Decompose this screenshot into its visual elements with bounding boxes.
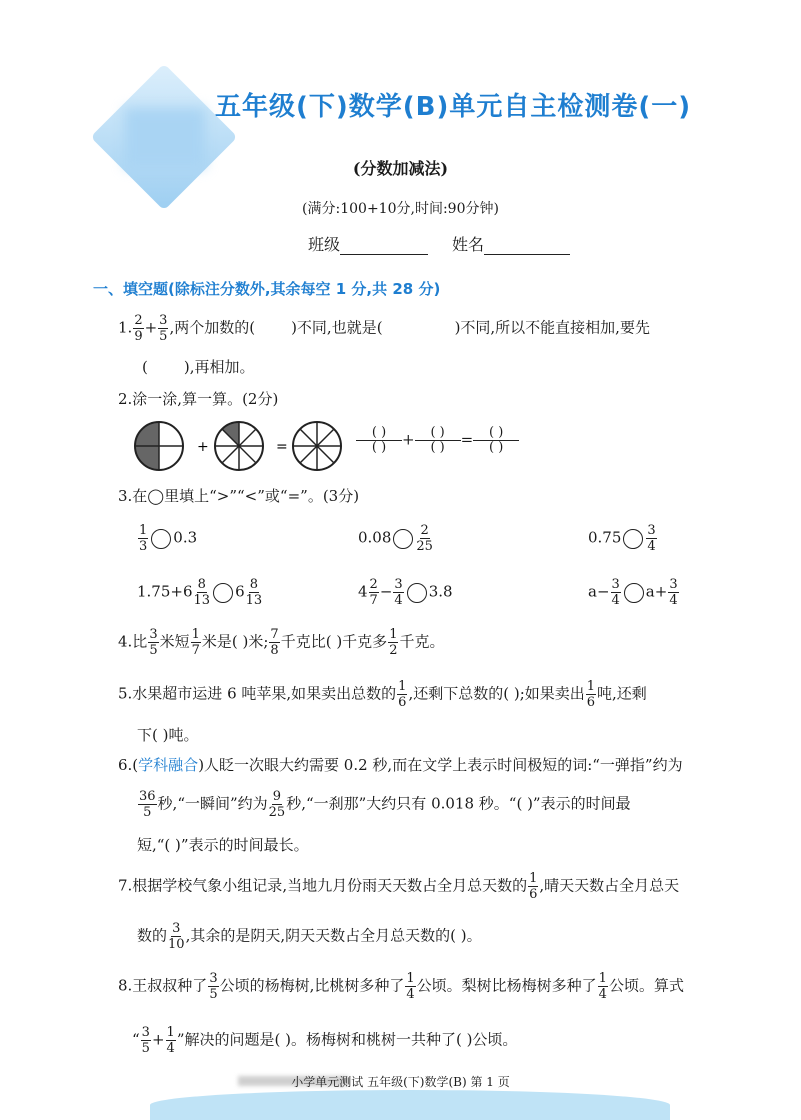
question-5-line2: 下( )吨。 xyxy=(137,726,199,744)
name-field: 姓名 xyxy=(452,232,570,255)
question-1-line2: ( ),再相加。 xyxy=(142,358,255,376)
compare-circle[interactable] xyxy=(624,583,644,603)
circle-eighths-empty[interactable] xyxy=(293,422,341,470)
blank-fraction-equation[interactable]: $\frac{( )}{( )}$ + $\frac{( )}{( )}$ = $\frac{( )}{( )}$ xyxy=(356,426,519,455)
question-4: 4.比 $\frac{3}{5}$ 米短 $\frac{1}{7}$ 米是( )米; $\frac{7}{8}$ 千克比( )千克多 $\frac{1}{2}$ 千克。 xyxy=(118,627,445,658)
question-2: 2.涂一涂,算一算。(2分) xyxy=(118,390,279,408)
name-blank[interactable] xyxy=(484,236,570,255)
section-title: 一、填空题(除标注分数外,其余每空 1 分,共 28 分) xyxy=(93,280,441,298)
circle-eighths-shaded xyxy=(215,422,263,470)
question-8: 8.王叔叔种了 $\frac{3}{5}$ 公顷的杨梅树,比桃树多种了 $\frac{1}{4}$ 公顷。梨树比杨梅树多种了 $\frac{1}{4}$ 公顷。算式 xyxy=(118,971,684,1002)
question-3: 3.在◯里填上“>”“<”或“=”。(3分) xyxy=(118,487,360,505)
compare-circle[interactable] xyxy=(407,583,427,603)
compare-1b: 0.08 $\frac{2}{25}$ xyxy=(358,523,433,554)
compare-2c: a− $\frac{3}{4}$ a+ $\frac{3}{4}$ xyxy=(588,577,678,608)
plus-sign: + xyxy=(197,439,209,455)
question-6-line3: 短,“( )”表示的时间最长。 xyxy=(137,836,309,854)
compare-1a: $\frac{1}{3}$ 0.3 xyxy=(139,523,198,554)
question-7: 7.根据学校气象小组记录,当地九月份雨天天数占全月总天数的 $\frac{1}{6}$ ,晴天天数占全月总天 xyxy=(118,871,680,902)
page-title: 五年级(下)数学(B)单元自主检测卷(一) xyxy=(215,92,692,122)
subject-tag: 学科融合 xyxy=(138,756,199,774)
question-7-line2: 数的 $\frac{3}{10}$ ,其余的是阴天,阴天天数占全月总天数的( )。 xyxy=(137,921,482,952)
equals-sign: = xyxy=(276,439,288,455)
compare-circle[interactable] xyxy=(393,529,413,549)
class-blank[interactable] xyxy=(340,236,428,255)
class-field: 班级 xyxy=(308,232,428,255)
question-8-line2: “ $\frac{3}{5}$ + $\frac{1}{4}$ ”解决的问题是( )。杨梅树和桃树一共种了( )公顷。 xyxy=(132,1025,518,1056)
compare-2a: 1.75+6 $\frac{8}{13}$ 6 $\frac{8}{13}$ xyxy=(137,577,263,608)
footer-hill-decoration xyxy=(150,1090,670,1120)
page-footer: 小学单元测试 五年级(下)数学(B) 第 1 页 xyxy=(291,1075,510,1089)
circle-quarters xyxy=(135,422,183,470)
score-line: (满分:100+10分,时间:90分钟) xyxy=(302,201,499,217)
compare-circle[interactable] xyxy=(623,529,643,549)
question-1: 1. $\frac{2}{9}$ + $\frac{3}{5}$ ,两个加数的( )不同,也就是( )不同,所以不能直接相加,要先 xyxy=(118,313,650,344)
question-6: 6.(学科融合)人眨一次眼大约需要 0.2 秒,而在文学上表示时间极短的词:“一弹指”约为 xyxy=(118,756,683,774)
compare-1c: 0.75 $\frac{3}{4}$ xyxy=(588,523,656,554)
compare-circle[interactable] xyxy=(151,529,171,549)
question-5: 5.水果超市运进 6 吨苹果,如果卖出总数的 $\frac{1}{6}$ ,还剩下总数的( );如果卖出 $\frac{1}{6}$ 吨,还剩 xyxy=(118,679,647,710)
compare-circle[interactable] xyxy=(213,583,233,603)
page-subtitle: (分数加减法) xyxy=(352,159,449,178)
compare-2b: 4 $\frac{2}{7}$ − $\frac{3}{4}$ 3.8 xyxy=(358,577,453,608)
question-6-line2: $\frac{36}{5}$ 秒,“一瞬间”约为 $\frac{9}{25}$ 秒,“一刹那”大约只有 0.018 秒。“( )”表示的时间最 xyxy=(139,789,631,820)
